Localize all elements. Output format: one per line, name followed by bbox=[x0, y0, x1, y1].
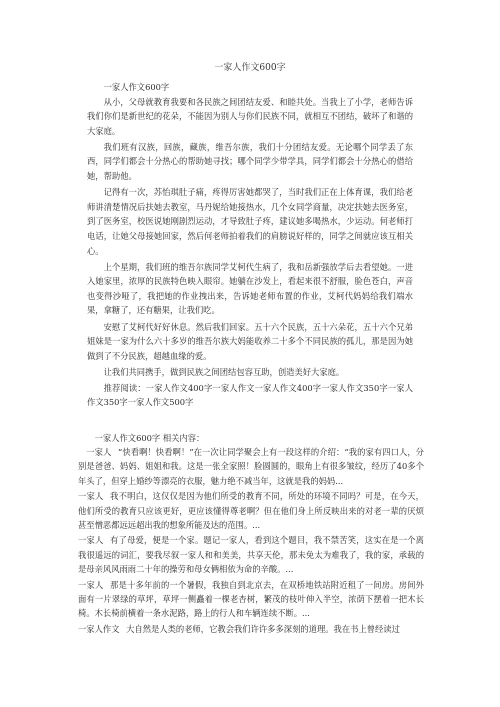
related-item bbox=[78, 445, 424, 488]
related-item-text: 我不明白，这仅仅是因为他们所受的教育不同，所处的环境不同吗？可是，在今天，他们所受的教育只应该更好，更应该懂得尊老啊？但在他们身上所反映出来的对老一辈的厌烦甚至憎恶都远远超出我的想象所能及达的范围。... bbox=[78, 491, 424, 530]
article-paragraph: 记得有一次，苏怡琪肚子痛，疼得厉害她都哭了，当时我们正在上体育课，我们给老师讲清楚情况后扶她去教室，马丹妮给她接热水，几个女同学商量，决定扶她去医务室，到了医务室，校医说她刚剧烈运动，才导致肚子疼，建议她多喝热水，少运动。何老师打电话，让她父母接她回家，然后何老师拍着我们的肩膀说好样的，同学之间就应该互相关心。 bbox=[87, 187, 413, 256]
recommended-reading: 推荐阅读：一家人作文400字一家人作文一家人作文400字一家人作文350字一家人作文350字一家人作文500字 bbox=[87, 382, 413, 408]
related-item-tag: 一家人 bbox=[86, 447, 112, 458]
article-paragraph: 安慰了艾柯代好好休息。然后我们回家。五十六个民族，五十六朵花，五十六个兄弟姐妹是一家为什么六十多岁的维吾尔族大妈能收养二十多个不同民族的孤儿，那是因为她做到了不分民族，超越血缘的爱。 bbox=[87, 321, 413, 361]
related-item-tag: 一家人 bbox=[78, 535, 104, 546]
related-item-tag: 一家人作文 bbox=[78, 623, 120, 634]
related-item-tag: 一家人 bbox=[78, 491, 104, 502]
article-paragraph: 从小，父母就教育我要和各民族之间团结友爱、和睦共处。当我上了小学，老师告诉我们你们是新世纪的花朵，不能因为别人与你们民族不同，就相互不团结，破坏了和谐的大家庭。 bbox=[87, 96, 413, 136]
related-item bbox=[78, 533, 424, 576]
article-paragraph: 上个星期，我们班的维吾尔族同学艾柯代生病了，我和岳新强放学后去看望她。一进入她家里，浓厚的民族特色映入眼帘。她躺在沙发上，看起来很不舒服，脸色苍白，声音也变得沙哑了，我把她的作业拽出来，告诉她老师布置的作业，艾柯代妈妈给我们端水果，拿糖了，还有糖果，让我们吃。 bbox=[87, 261, 413, 316]
related-item-text: 有了母爱，便是一个家。题记一家人，看到这个题目，我不禁苦笑，这实在是一个离我很遥远的词汇，要我尽叙一家人和和美美，共享天伦，那未免太为难我了，我的家，承载的是母亲风风雨雨二十年的操劳和母女俩相依为命的辛酸。... bbox=[78, 535, 424, 574]
related-item-text: 大自然是人类的老师，它教会我们许许多多深刻的道理。我在书上曾经读过 bbox=[126, 623, 400, 634]
document-title: 一家人作文600字 bbox=[214, 63, 286, 73]
article-body bbox=[87, 80, 413, 412]
related-item-text: “快看啊！快看啊！”在一次让同学聚会上有一段这样的介绍：“我的家有四口人，分别是爸爸、妈妈、姐姐和我。这是一张全家照！脸圆圆的，眼角上有很多皱纹，经历了40多个年头了，但穿上婚纱等漂亮的衣服，魅力绝不减当年，这就是我的妈妈... bbox=[78, 447, 424, 486]
article-paragraph: 让我们共同携手，做到民族之间团结包容互助，创造美好大家庭。 bbox=[103, 366, 345, 377]
related-item bbox=[78, 578, 424, 621]
article-subtitle: 一家人作文600字 bbox=[103, 82, 170, 92]
related-content bbox=[78, 431, 424, 637]
related-item-text: 那是十多年前的一个暑假，我独自到北京去，在双桥地铁站附近租了一间房。房间外面有一片翠绿的草坪，草坪一侧矗着一棵老杏树，繁茂的枝叶伸入半空，浓荫下摆着一把木长椅。木长椅前横着一条水泥路，路上的行人和车辆连续不断。... bbox=[78, 579, 424, 618]
related-heading: 一家人作文600字 相关内容： bbox=[94, 433, 205, 443]
related-item bbox=[78, 489, 424, 532]
related-item-tag: 一家人 bbox=[78, 579, 104, 590]
article-paragraph: 我们班有汉族，回族，藏族，维吾尔族，我们十分团结友爱。无论哪个同学丢了东西，同学们都会十分热心的帮助她寻找；哪个同学少带学具，同学们都会十分热心的借给她，帮助他。 bbox=[87, 141, 413, 182]
related-item bbox=[78, 622, 424, 636]
